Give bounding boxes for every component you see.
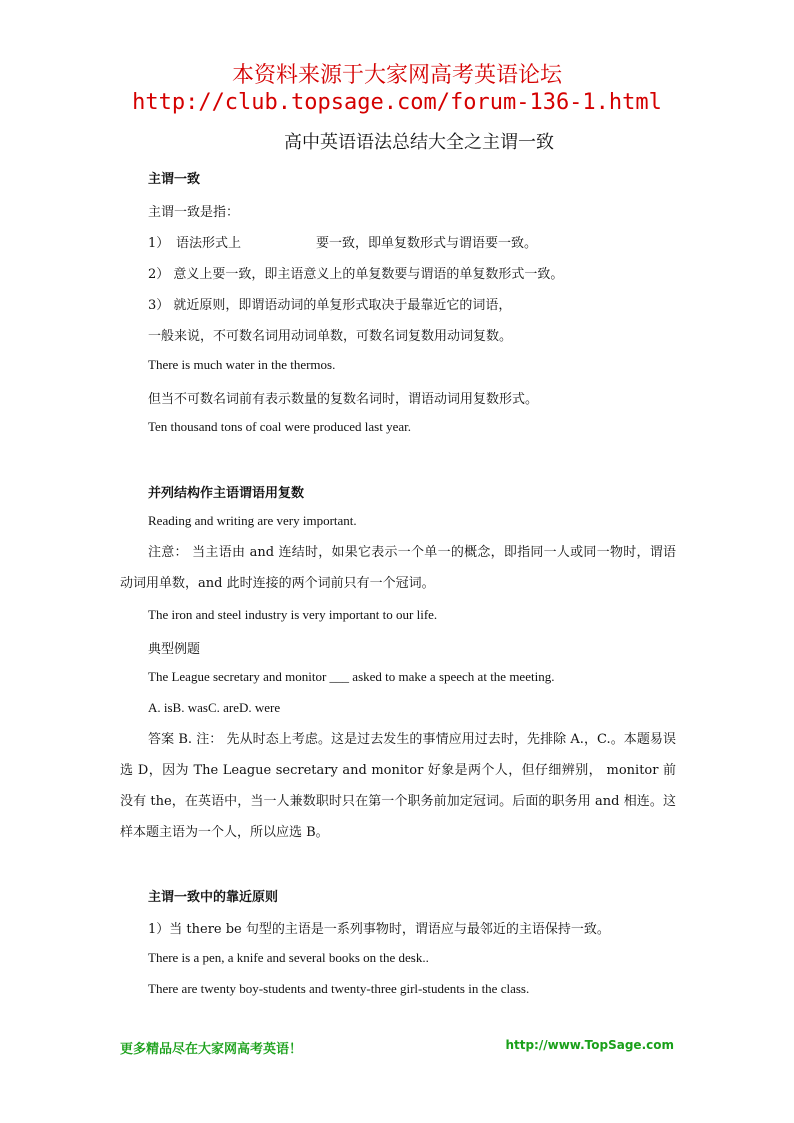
footer-url-link[interactable]: http://www.TopSage.com bbox=[505, 1038, 674, 1052]
example-sentence: The iron and steel industry is very important to our life. bbox=[148, 607, 438, 622]
item-1-part-b: 要一致，即单复数形式与谓语要一致。 bbox=[316, 236, 538, 251]
item-1-part-a: 语法形式上 bbox=[176, 236, 242, 251]
example-sentence: There is much water in the thermos. bbox=[148, 357, 336, 372]
general-rule: 一般来说，不可数名词用动词单数，可数名词复数用动词复数。 bbox=[148, 329, 513, 344]
question-text: The League secretary and monitor ___ asked to make a speech at the meeting. bbox=[148, 669, 555, 684]
example-sentence: Ten thousand tons of coal were produced last year. bbox=[148, 419, 411, 434]
answer-explanation: 答案 B. 注： 先从时态上考虑。这是过去发生的事情应用过去时，先排除 A.，C.。本题易误选 D，因为 The League secretary and monitor 好象是两个人，但仔细辨别， monitor 前没有 the，在英语中，当一人兼数职时只在第一个职务前加定冠词。后面的职务用 and 相连。这样本题主语为一个人，所以应选 B。 bbox=[120, 732, 676, 840]
item-1-number: 1） bbox=[148, 236, 170, 251]
answer-options: A. isB. wasC. areD. were bbox=[148, 700, 281, 715]
proximity-rule-1: 1）当 there be 句型的主语是一系列事物时，谓语应与最邻近的主语保持一致。 bbox=[148, 922, 610, 937]
example-sentence: There is a pen, a knife and several books on the desk.. bbox=[148, 950, 429, 965]
plural-note: 但当不可数名词前有表示数量的复数名词时，谓语动词用复数形式。 bbox=[148, 392, 539, 407]
typical-example-heading: 典型例题 bbox=[148, 642, 201, 657]
site-url-link[interactable]: http://club.topsage.com/forum-136-1.html bbox=[132, 90, 662, 115]
and-note-paragraph: 注意： 当主语由 and 连结时，如果它表示一个单一的概念，即指同一人或同一物时，谓语动词用单数，and 此时连接的两个词前只有一个冠词。 bbox=[120, 545, 676, 591]
intro-text: 主谓一致是指： bbox=[148, 205, 240, 220]
footer-slogan: 更多精品尽在大家网高考英语！ bbox=[120, 1042, 303, 1057]
example-sentence: There are twenty boy-students and twenty-three girl-students in the class. bbox=[148, 981, 530, 996]
section-heading-agreement: 主谓一致 bbox=[148, 172, 201, 187]
section-heading-proximity: 主谓一致中的靠近原则 bbox=[148, 890, 279, 905]
item-2: 2） 意义上要一致，即主语意义上的单复数要与谓语的单复数形式一致。 bbox=[148, 267, 564, 282]
example-sentence: Reading and writing are very important. bbox=[148, 513, 357, 528]
document-title: 高中英语语法总结大全之主谓一致 bbox=[284, 132, 554, 153]
site-title: 本资料来源于大家网高考英语论坛 bbox=[231, 63, 562, 88]
section-heading-coordinate: 并列结构作主语谓语用复数 bbox=[148, 486, 305, 501]
item-3: 3） 就近原则，即谓语动词的单复形式取决于最靠近它的词语， bbox=[148, 298, 512, 313]
